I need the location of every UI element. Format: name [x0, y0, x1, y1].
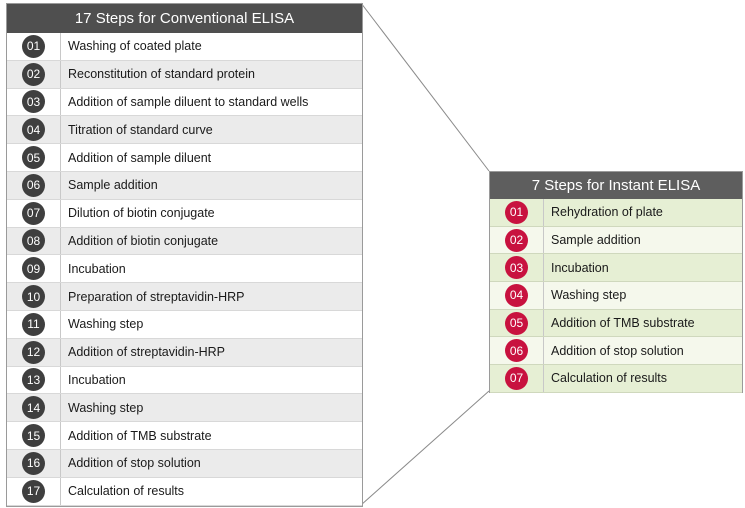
step-number-cell [7, 89, 61, 116]
step-number-cell [7, 116, 61, 143]
step-number-badge: 09 [22, 257, 45, 280]
step-label: Rehydration of plate [551, 205, 663, 220]
step-label: Washing step [68, 400, 144, 415]
step-number-badge: 10 [22, 285, 45, 308]
instant-elisa-title: 7 Steps for Instant ELISA [490, 172, 742, 199]
conventional-step-row [7, 478, 362, 506]
instant-step-row [490, 227, 742, 255]
step-number-cell [490, 310, 544, 337]
step-label: Washing of coated plate [68, 39, 202, 54]
step-number-badge: 15 [22, 424, 45, 447]
step-label: Sample addition [551, 233, 641, 248]
step-label: Dilution of biotin conjugate [68, 206, 215, 221]
instant-step-row [490, 365, 742, 393]
step-label: Addition of TMB substrate [551, 316, 695, 331]
step-label: Titration of standard curve [68, 122, 213, 137]
step-number-cell [490, 282, 544, 309]
step-number-cell [7, 283, 61, 310]
conventional-elisa-title: 17 Steps for Conventional ELISA [7, 4, 362, 33]
instant-step-row [490, 310, 742, 338]
instant-step-row [490, 282, 742, 310]
step-number-cell [490, 254, 544, 281]
step-label: Addition of stop solution [68, 456, 201, 471]
conventional-step-row [7, 33, 362, 61]
conventional-step-row [7, 89, 362, 117]
conventional-steps-list [7, 33, 362, 506]
conventional-elisa-panel [6, 3, 363, 507]
step-label: Addition of sample diluent to standard wells [68, 94, 309, 109]
step-number-cell [7, 339, 61, 366]
step-label: Incubation [68, 372, 126, 387]
conventional-step-row [7, 394, 362, 422]
step-label: Calculation of results [551, 371, 668, 386]
step-number-badge: 03 [22, 90, 45, 113]
step-number-badge: 13 [22, 368, 45, 391]
step-number-badge: 01 [505, 201, 528, 224]
step-number-cell [7, 478, 61, 505]
step-label: Addition of streptavidin-HRP [68, 345, 226, 360]
step-number-badge: 01 [22, 35, 45, 58]
conventional-step-row [7, 339, 362, 367]
step-number-badge: 17 [22, 480, 45, 503]
step-label: Washing step [551, 288, 627, 303]
step-label: Addition of stop solution [551, 343, 684, 358]
step-number-cell [7, 422, 61, 449]
step-number-cell [7, 394, 61, 421]
conventional-step-row [7, 228, 362, 256]
step-number-badge: 02 [22, 63, 45, 86]
step-number-cell [7, 144, 61, 171]
step-number-badge: 03 [505, 256, 528, 279]
step-number-badge: 07 [505, 367, 528, 390]
conventional-step-row [7, 255, 362, 283]
step-number-badge: 08 [22, 229, 45, 252]
step-number-badge: 04 [505, 284, 528, 307]
step-number-cell [7, 228, 61, 255]
step-number-badge: 05 [22, 146, 45, 169]
step-number-cell [7, 367, 61, 394]
step-number-cell [7, 311, 61, 338]
conventional-step-row [7, 116, 362, 144]
step-number-cell [7, 172, 61, 199]
step-number-badge: 16 [22, 452, 45, 475]
step-number-cell [7, 200, 61, 227]
instant-steps-list [490, 199, 742, 393]
step-number-cell [7, 61, 61, 88]
step-label: Incubation [551, 260, 609, 275]
step-number-cell [490, 227, 544, 254]
conventional-step-row [7, 283, 362, 311]
conventional-step-row [7, 200, 362, 228]
instant-step-row [490, 199, 742, 227]
conventional-step-row [7, 144, 362, 172]
conventional-step-row [7, 311, 362, 339]
step-number-badge: 14 [22, 396, 45, 419]
step-label: Addition of TMB substrate [68, 428, 212, 443]
conventional-step-row [7, 450, 362, 478]
instant-step-row [490, 254, 742, 282]
step-label: Reconstitution of standard protein [68, 67, 255, 82]
conventional-step-row [7, 172, 362, 200]
step-label: Calculation of results [68, 484, 185, 499]
step-number-cell [7, 33, 61, 60]
step-number-badge: 02 [505, 229, 528, 252]
step-label: Incubation [68, 261, 126, 276]
step-number-cell [7, 255, 61, 282]
instant-step-row [490, 337, 742, 365]
step-number-badge: 11 [22, 313, 45, 336]
step-number-cell [490, 337, 544, 364]
step-number-badge: 12 [22, 341, 45, 364]
step-number-badge: 04 [22, 118, 45, 141]
step-label: Sample addition [68, 178, 158, 193]
step-label: Addition of sample diluent [68, 150, 212, 165]
conventional-step-row [7, 422, 362, 450]
conventional-step-row [7, 367, 362, 395]
instant-elisa-panel [489, 171, 743, 393]
step-label: Preparation of streptavidin-HRP [68, 289, 245, 304]
step-label: Addition of biotin conjugate [68, 233, 219, 248]
step-label: Washing step [68, 317, 144, 332]
conventional-step-row [7, 61, 362, 89]
step-number-cell [490, 199, 544, 226]
step-number-badge: 06 [22, 174, 45, 197]
step-number-cell [490, 365, 544, 392]
step-number-badge: 05 [505, 312, 528, 335]
step-number-badge: 06 [505, 339, 528, 362]
step-number-badge: 07 [22, 202, 45, 225]
step-number-cell [7, 450, 61, 477]
